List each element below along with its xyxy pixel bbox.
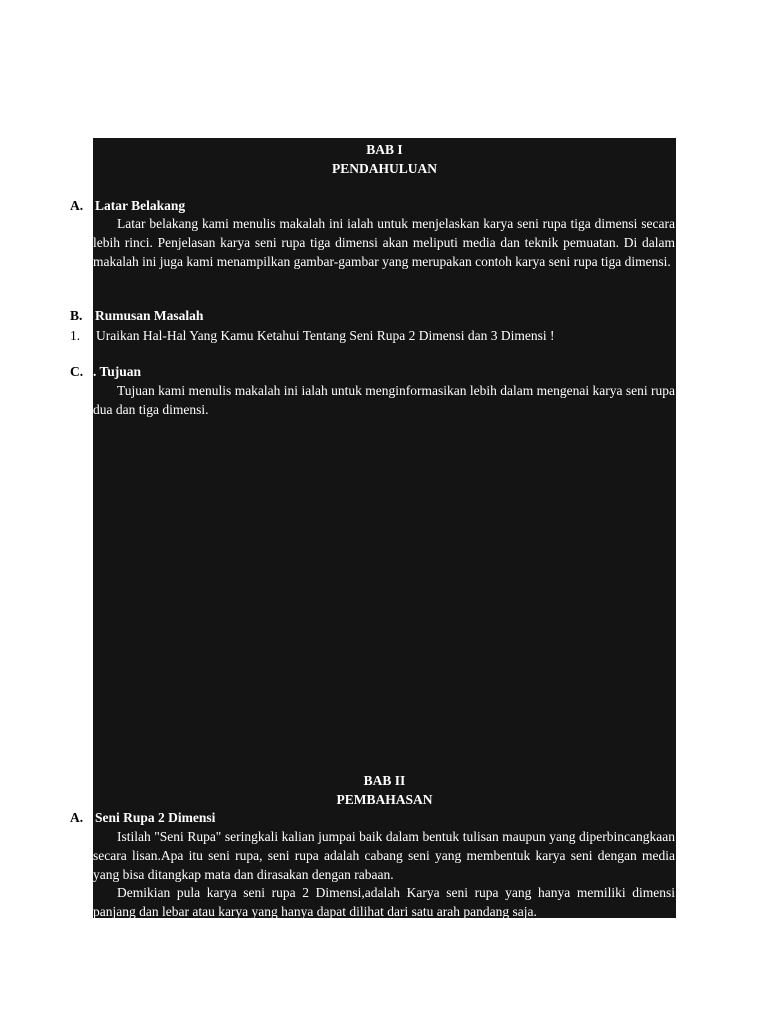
section-2a-paragraph-2: Demikian pula karya seni rupa 2 Dimensi,adalah Karya seni rupa yang hanya memiliki dimensi panjang dan lebar atau karya yang hanya dapat dilihat dari satu arah pandang saja.	[93, 885, 675, 919]
chapter-2-title: BAB II	[363, 773, 406, 788]
list-item-text: Uraikan Hal-Hal Yang Kamu Ketahui Tentang Seni Rupa 2 Dimensi dan 3 Dimensi !	[96, 328, 555, 343]
section-c-marker: C.	[70, 364, 84, 379]
chapter-title: BAB I	[366, 142, 403, 157]
section-c-paragraph: Tujuan kami menulis makalah ini ialah untuk menginformasikan lebih dalam mengenai karya seni rupa dua dan tiga dimensi.	[93, 383, 675, 417]
chapter-2-subtitle: PEMBAHASAN	[336, 792, 433, 807]
section-a-marker: A.	[70, 198, 84, 213]
section-a-paragraph: Latar belakang kami menulis makalah ini ialah untuk menjelaskan karya seni rupa tiga dimensi secara lebih rinci. Penjelasan karya seni rupa tiga dimensi akan meliputi media dan teknik pemuatan. Di dalam makalah ini juga kami menampilkan gambar-gambar yang merupakan contoh karya seni rupa tiga dimensi.	[93, 216, 675, 269]
section-b-marker: B.	[70, 308, 83, 323]
chapter-subtitle: PENDAHULUAN	[331, 161, 437, 176]
section-2a-paragraph-1: Istilah "Seni Rupa" seringkali kalian jumpai baik dalam bentuk tulisan maupun yang diperbincangkaan secara lisan.Apa itu seni rupa, seni rupa adalah cabang seni yang membentuk karya seni dengan media yang bisa ditangkap mata dan dirasakan dengan rabaan.	[93, 829, 675, 882]
section-a-heading: Latar Belakang	[95, 198, 186, 213]
section-c-heading: . Tujuan	[93, 364, 142, 379]
section-2a-marker: A.	[70, 810, 84, 825]
section-b-heading: Rumusan Masalah	[95, 308, 204, 323]
list-item-marker: 1.	[70, 328, 81, 343]
section-2a-heading: Seni Rupa 2 Dimensi	[95, 810, 216, 825]
